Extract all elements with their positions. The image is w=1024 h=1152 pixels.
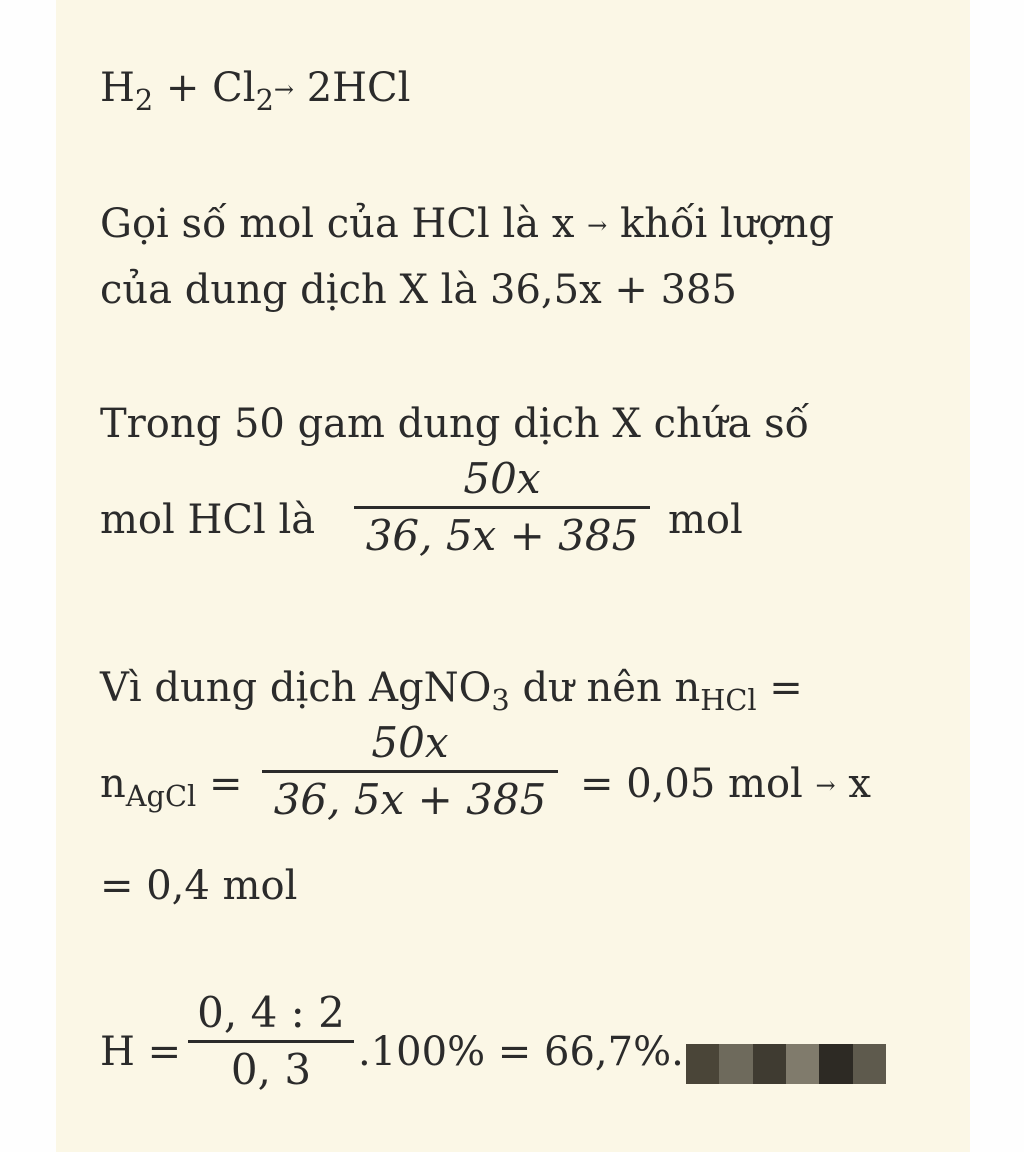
eq-plus-cl: + Cl bbox=[153, 65, 256, 111]
eq-h: H bbox=[100, 65, 135, 111]
para4-arrow: → bbox=[815, 771, 836, 800]
para4-text-b: dư nên n bbox=[509, 665, 701, 711]
para4-line3: = 0,4 mol bbox=[100, 863, 298, 909]
reaction-equation bbox=[100, 64, 411, 118]
para3-frac-den: 36, 5x + 385 bbox=[365, 511, 639, 560]
para2-line2: của dung dịch X là 36,5x + 385 bbox=[100, 267, 737, 313]
para4-fraction bbox=[262, 718, 558, 825]
para3-line2-prefix: mol HCl là bbox=[100, 497, 316, 543]
para5-frac-num: 0, 4 : 2 bbox=[197, 988, 345, 1037]
para2-text-b: khối lượng bbox=[607, 201, 834, 247]
para3-frac-num: 50x bbox=[463, 454, 541, 503]
para4-n: n bbox=[100, 761, 126, 807]
para5-frac-den: 0, 3 bbox=[230, 1045, 312, 1094]
eq-product: 2HCl bbox=[294, 65, 411, 111]
para2-line1 bbox=[100, 200, 834, 249]
para3-line2-suffix: mol bbox=[668, 497, 743, 543]
para4-text-c: = bbox=[756, 665, 803, 711]
para3-frac-bar bbox=[354, 506, 650, 509]
para4-result-b: x bbox=[835, 761, 871, 807]
para4-result-a: = 0,05 mol bbox=[580, 761, 816, 807]
pixelated-redaction bbox=[686, 1044, 886, 1084]
para4-frac-num: 50x bbox=[371, 718, 449, 767]
eq-h-sub: 2 bbox=[134, 83, 154, 118]
para4-frac-den: 36, 5x + 385 bbox=[273, 775, 547, 824]
para4-nagcl-sub: AgCl bbox=[125, 779, 197, 814]
para4-line2-result bbox=[580, 760, 871, 809]
para4-text-a: Vì dung dịch AgNO bbox=[100, 665, 492, 711]
content-panel bbox=[56, 0, 970, 1152]
para2-arrow: → bbox=[587, 211, 608, 240]
para5-prefix: H = bbox=[100, 1029, 182, 1075]
eq-cl-sub: 2 bbox=[255, 83, 274, 118]
para2-text-a: Gọi số mol của HCl là x bbox=[100, 201, 588, 247]
para4-frac-bar bbox=[262, 770, 558, 773]
para3-line1: Trong 50 gam dung dịch X chứa số bbox=[100, 401, 810, 447]
para4-agno-sub: 3 bbox=[491, 683, 510, 718]
para5-suffix: .100% = 66,7%. bbox=[358, 1029, 684, 1075]
para4-line1 bbox=[100, 664, 803, 718]
para4-n-sub: HCl bbox=[700, 683, 757, 718]
para5-frac-bar bbox=[188, 1040, 354, 1043]
para3-fraction bbox=[354, 454, 650, 561]
para4-line2-prefix bbox=[100, 760, 243, 814]
para4-eq: = bbox=[196, 761, 243, 807]
para5-fraction bbox=[188, 988, 354, 1095]
eq-arrow: → bbox=[273, 75, 294, 104]
